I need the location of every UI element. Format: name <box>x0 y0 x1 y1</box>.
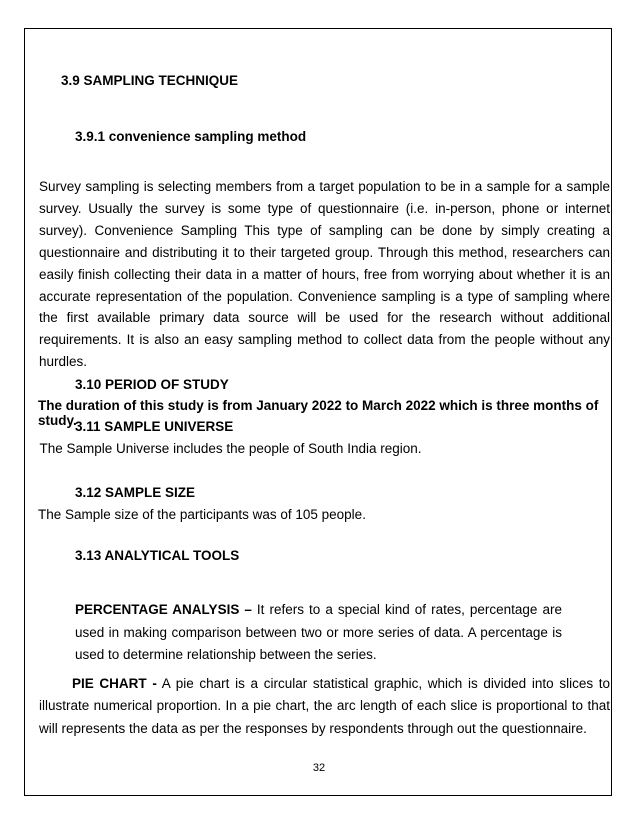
percentage-analysis-text: It refers to a special kind of rates, percentage are used in making comparison between two or more series of data. A percentage is used to determine relationship between the series. <box>75 602 562 662</box>
heading-analytical-tools: 3.13 ANALYTICAL TOOLS <box>75 548 240 563</box>
sample-size-text: The Sample size of the participants was of 105 people. <box>38 507 366 522</box>
paragraph-percentage-analysis <box>75 599 562 667</box>
pie-chart-text: A pie chart is a circular statistical graphic, which is divided into slices to illustrate numerical proportion. In a pie chart, the arc length of each slice is proportional to that will represents the data as per the responses by respondents through out the questionnaire. <box>39 676 611 736</box>
term-percentage-analysis: PERCENTAGE ANALYSIS – <box>75 602 252 617</box>
heading-period-of-study: 3.10 PERIOD OF STUDY <box>75 377 229 392</box>
page-number: 32 <box>312 762 326 774</box>
heading-sample-universe: 3.11 SAMPLE UNIVERSE <box>75 419 234 434</box>
heading-convenience-sampling: 3.9.1 convenience sampling method <box>75 129 307 144</box>
heading-sampling-technique: 3.9 SAMPLING TECHNIQUE <box>61 73 239 88</box>
paragraph-pie-chart <box>39 673 610 740</box>
heading-sample-size: 3.12 SAMPLE SIZE <box>75 485 196 500</box>
period-of-study-text: The duration of this study is from January 2022 to March 2022 which is three months of study. <box>38 398 599 428</box>
term-pie-chart: PIE CHART - <box>72 676 157 691</box>
paragraph-convenience-sampling: Survey sampling is selecting members from a target population to be in a sample for a sample survey. Usually the survey is some type of questionnaire (i.e. in-person, phone or internet survey). Convenience Sampling This type of sampling can be done by simply creating a questionnaire and distributing it to their targeted group. Through this method, researchers can easily finish collecting their data in a matter of hours, free from worrying about whether it is an accurate representation of the population. Convenience sampling is a type of sampling where the first available primary data source will be used for the research without additional requirements. It is also an easy sampling method to collect data from the people without any hurdles. <box>39 179 610 370</box>
sample-universe-text: The Sample Universe includes the people of South India region. <box>36 441 422 456</box>
